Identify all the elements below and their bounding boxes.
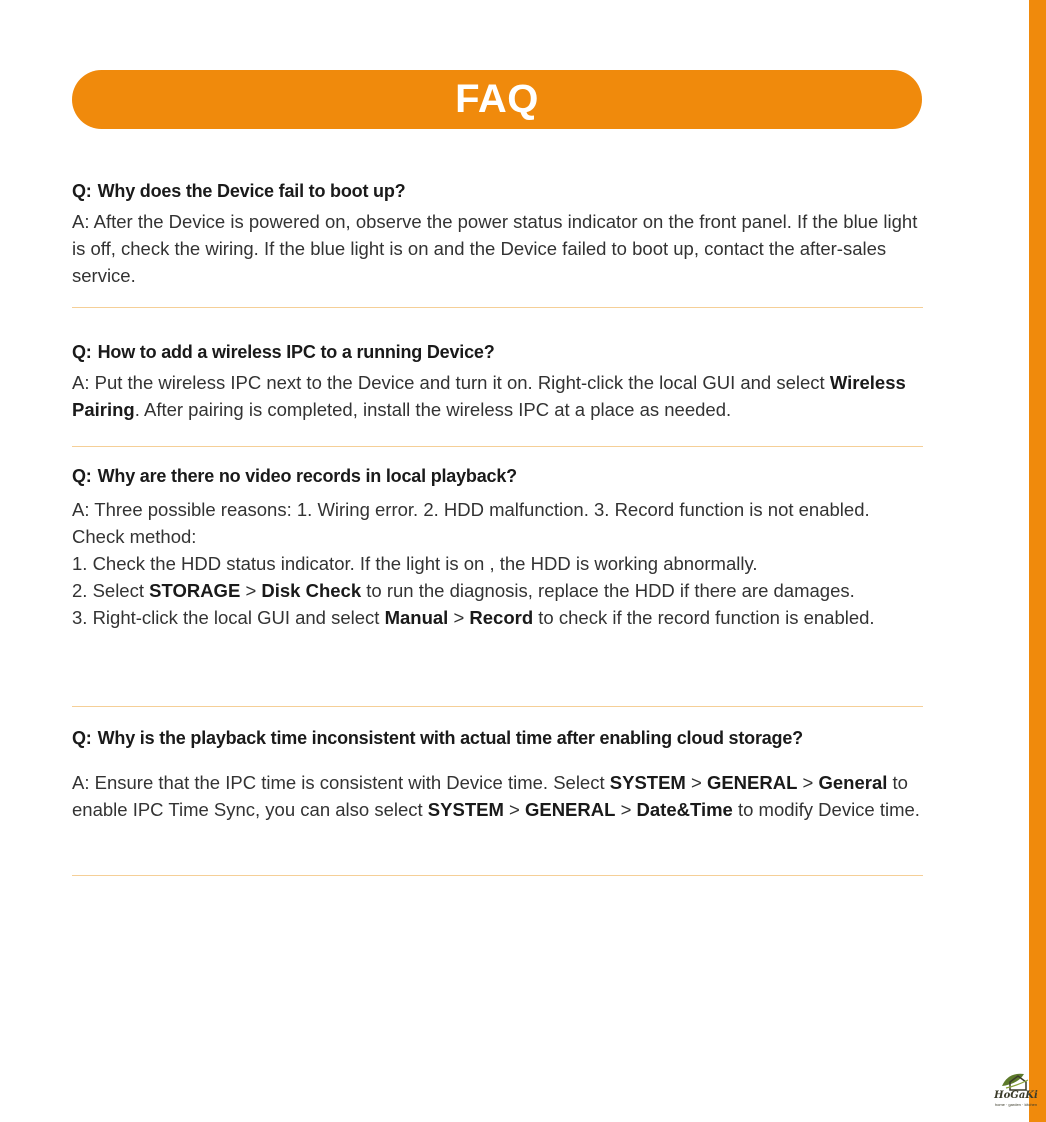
step-text: to run the diagnosis, replace the HDD if there are damages. (366, 580, 855, 601)
answer-prefix: A: (72, 772, 90, 793)
side-accent-bar (1029, 0, 1046, 1122)
divider (72, 446, 923, 447)
menu-separator: > (453, 607, 465, 628)
faq-answer (72, 496, 923, 523)
faq-question (72, 339, 923, 366)
menu-term-wireless-pairing: Wireless Pairing (72, 372, 906, 420)
question-prefix: Q: (72, 181, 92, 201)
check-step-3 (72, 604, 923, 631)
menu-separator: > (690, 772, 702, 793)
question-text: Why is the playback time inconsistent with actual time after enabling cloud storage? (97, 728, 803, 748)
faq-item-boot (72, 178, 923, 289)
answer-text: to modify Device time. (737, 799, 920, 820)
answer-prefix: A: (72, 372, 90, 393)
menu-separator: > (245, 580, 257, 601)
menu-term-manual: Manual (384, 607, 449, 628)
menu-term-system: SYSTEM (427, 799, 504, 820)
menu-term-general: General (818, 772, 888, 793)
faq-item-playback-time (72, 725, 923, 823)
question-prefix: Q: (72, 466, 92, 486)
faq-answer (72, 369, 923, 423)
divider (72, 307, 923, 308)
question-prefix: Q: (72, 342, 92, 362)
menu-term-system: SYSTEM (609, 772, 686, 793)
faq-banner (72, 70, 922, 129)
question-prefix: Q: (72, 728, 92, 748)
question-text: How to add a wireless IPC to a running Device? (97, 342, 495, 362)
divider (72, 706, 923, 707)
check-step-2 (72, 577, 923, 604)
answer-text: Ensure that the IPC time is consistent with Device time. Select (94, 772, 605, 793)
faq-answer (72, 769, 923, 823)
faq-item-video-records (72, 463, 923, 631)
faq-answer (72, 208, 923, 289)
step-text: to check if the record function is enabled. (538, 607, 875, 628)
step-text: 3. Right-click the local GUI and select (72, 607, 380, 628)
menu-separator: > (802, 772, 814, 793)
faq-question (72, 178, 923, 205)
menu-term-disk-check: Disk Check (261, 580, 362, 601)
answer-text: . After pairing is completed, install the wireless IPC at a place as needed. (134, 399, 732, 420)
faq-item-wireless-ipc (72, 339, 923, 423)
leaf-house-icon (988, 1068, 1044, 1092)
answer-text: Three possible reasons: 1. Wiring error. 2. HDD malfunction. 3. Record function is not enabled. (94, 499, 870, 520)
check-step-1: 1. Check the HDD status indicator. If the light is on , the HDD is working abnormally. (72, 553, 758, 574)
answer-prefix: A: (72, 499, 90, 520)
brand-logo (988, 1068, 1044, 1112)
answer-text: Put the wireless IPC next to the Device and turn it on. Right-click the local GUI and select (94, 372, 825, 393)
menu-separator: > (509, 799, 520, 820)
menu-term-date-time: Date&Time (636, 799, 733, 820)
menu-separator: > (620, 799, 632, 820)
question-text: Why are there no video records in local playback? (97, 466, 517, 486)
faq-question (72, 725, 923, 752)
answer-prefix: A: (72, 211, 90, 232)
divider (72, 875, 923, 876)
answer-text: After the Device is powered on, observe the power status indicator on the front panel. If the blue light is off, check the wiring. If the blue light is on and the Device failed to boot up, contact the after-sales service. (72, 211, 918, 286)
menu-term-general-upper: GENERAL (706, 772, 798, 793)
menu-term-record: Record (469, 607, 534, 628)
faq-title: FAQ (455, 77, 539, 121)
logo-text: HoGaKi (994, 1090, 1038, 1101)
step-text: 2. Select (72, 580, 144, 601)
menu-term-storage: STORAGE (149, 580, 241, 601)
check-method-label: Check method: (72, 526, 197, 547)
answer-text: to enable IPC Time Sync, you can also select (72, 772, 908, 820)
faq-question (72, 463, 923, 490)
menu-term-general-upper: GENERAL (524, 799, 616, 820)
question-text: Why does the Device fail to boot up? (97, 181, 406, 201)
logo-tagline: home · garden · kitchen (994, 1102, 1038, 1107)
